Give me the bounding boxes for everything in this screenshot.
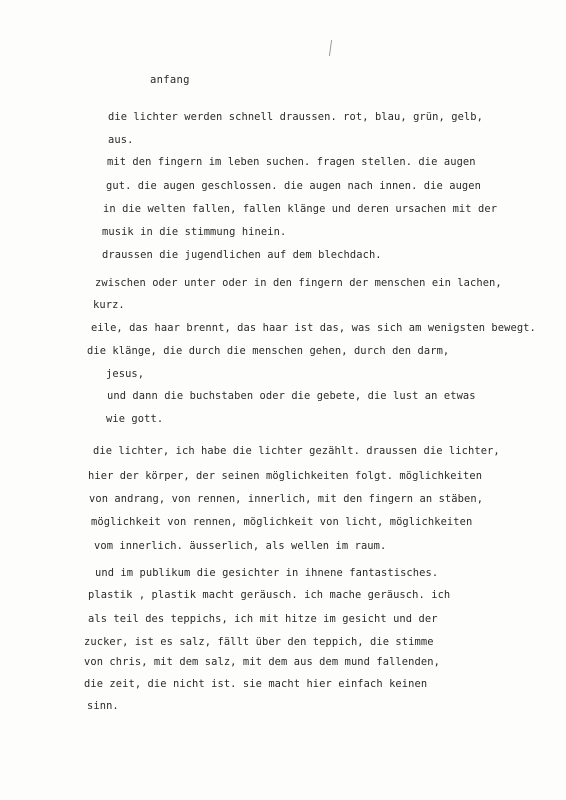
text-line: plastik , plastik macht geräusch. ich mache geräusch. ich xyxy=(88,589,451,601)
page-title: anfang xyxy=(150,74,190,86)
text-line: zwischen oder unter oder in den fingern der menschen ein lachen, xyxy=(95,277,502,289)
text-line: sinn. xyxy=(87,700,119,712)
text-line: möglichkeit von rennen, möglichkeit von licht, möglichkeiten xyxy=(91,516,473,528)
text-line: die lichter, ich habe die lichter gezählt. draussen die lichter, xyxy=(93,445,500,457)
text-line: gut. die augen geschlossen. die augen nach innen. die augen xyxy=(106,180,481,192)
text-line: hier der körper, der seinen möglichkeiten folgt. möglichkeiten xyxy=(88,470,483,482)
pen-mark xyxy=(329,40,332,56)
text-line: musik in die stimmung hinein. xyxy=(102,226,287,238)
text-line: von andrang, von rennen, innerlich, mit den fingern an stäben, xyxy=(89,493,484,505)
text-line: die zeit, die nicht ist. sie macht hier einfach keinen xyxy=(84,678,428,690)
text-line: vom innerlich. äusserlich, als wellen im raum. xyxy=(94,540,387,552)
text-line: von chris, mit dem salz, mit dem aus dem mund fallenden, xyxy=(84,656,440,668)
text-line: die klänge, die durch die menschen gehen, durch den darm, xyxy=(87,345,450,357)
text-line: draussen die jugendlichen auf dem blechdach. xyxy=(102,249,382,261)
text-line: und dann die buchstaben oder die gebete, die lust an etwas xyxy=(107,390,476,402)
text-line: als teil des teppichs, ich mit hitze im gesicht und der xyxy=(88,613,438,625)
text-line: und im publikum die gesichter in ihnene fantastisches. xyxy=(95,567,439,579)
text-line: in die welten fallen, fallen klänge und deren ursachen mit der xyxy=(103,203,498,215)
text-line: die lichter werden schnell draussen. rot, blau, grün, gelb, xyxy=(108,111,483,123)
text-line: zucker, ist es salz, fällt über den teppich, die stimme xyxy=(84,636,434,648)
text-line: eile, das haar brennt, das haar ist das, was sich am wenigsten bewegt. xyxy=(91,322,536,334)
text-line: aus. xyxy=(108,134,134,146)
text-line: mit den fingern im leben suchen. fragen stellen. die augen xyxy=(107,156,476,168)
text-line: jesus, xyxy=(106,368,145,380)
text-line: wie gott. xyxy=(106,413,164,425)
text-line: kurz. xyxy=(93,299,125,311)
